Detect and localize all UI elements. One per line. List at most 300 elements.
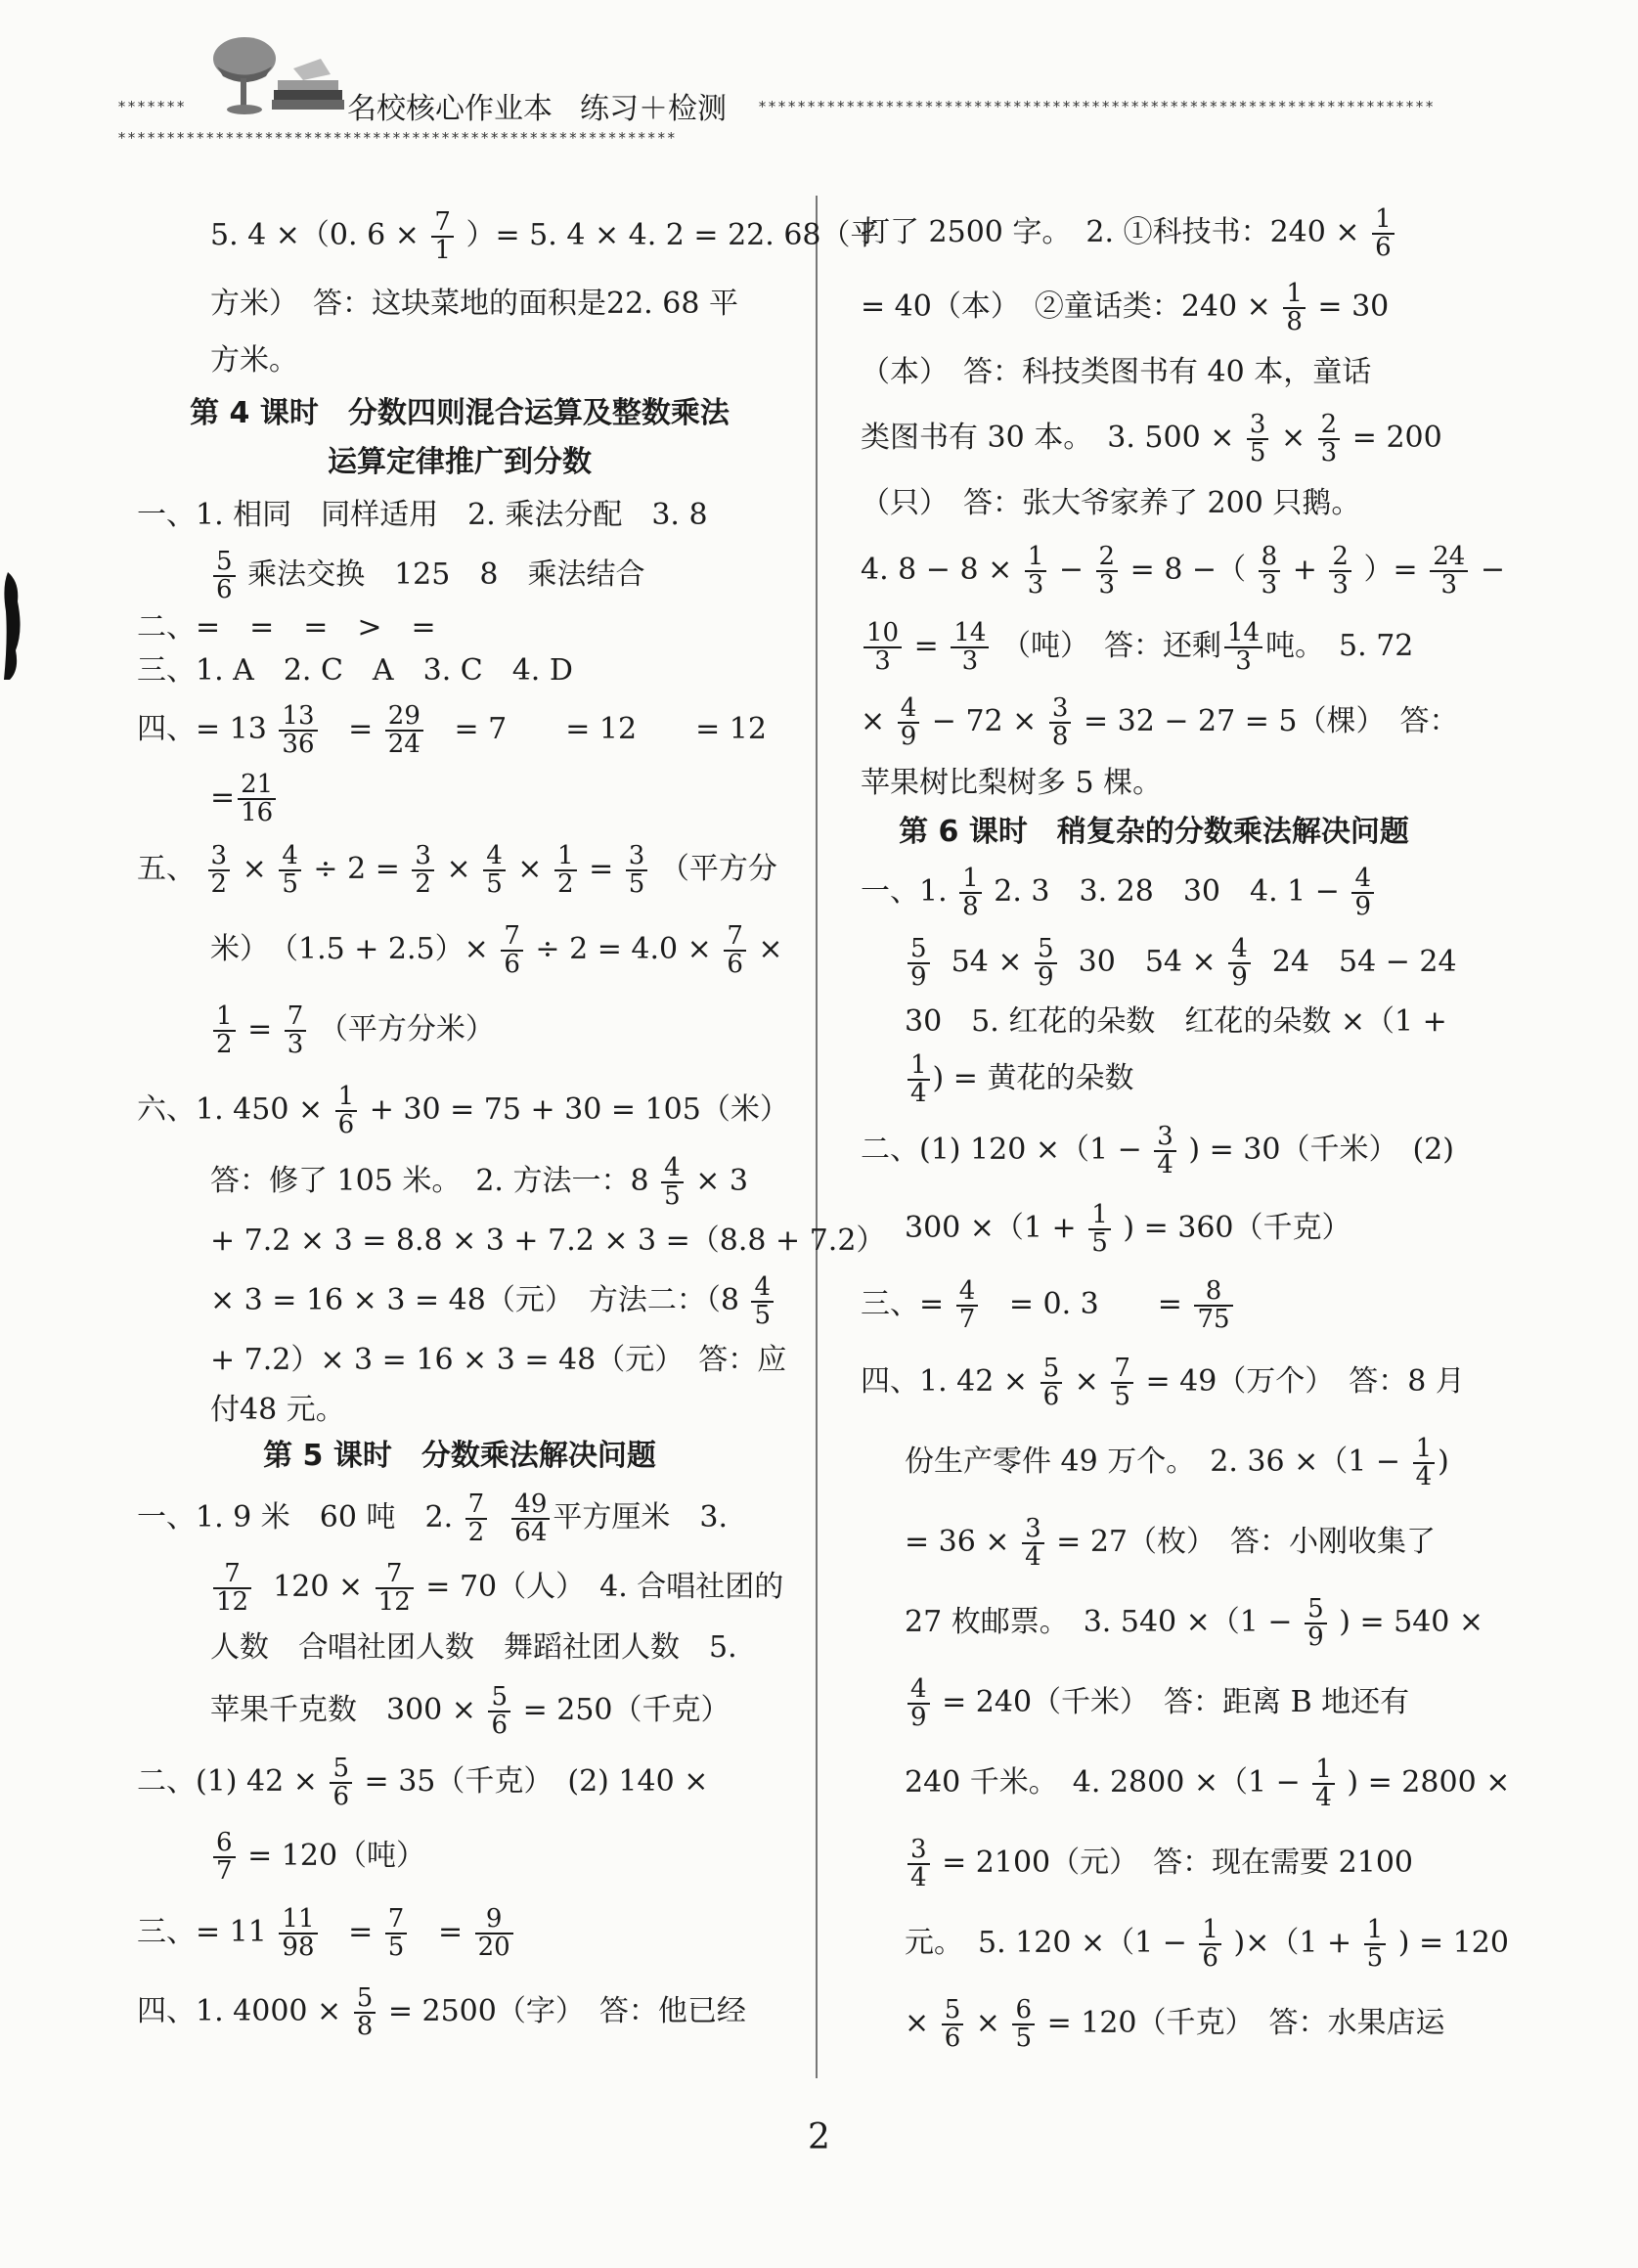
answer-line: 方米。: [210, 343, 298, 378]
denominator: 12: [377, 1587, 411, 1617]
numerator: 3: [1022, 1516, 1044, 1544]
answer-text: = 240（千米） 答：距离 B 地还有: [942, 1685, 1410, 1719]
fraction: [213, 1558, 251, 1617]
numerator: 4: [898, 695, 920, 724]
denominator: 3: [1098, 570, 1116, 600]
denominator: 6: [332, 1782, 349, 1811]
answer-text: 打了 2500 字。 2. ①科技书：240 ×: [861, 215, 1360, 249]
denominator: 6: [944, 2023, 961, 2053]
answer-text: 元。 5. 120 ×（1 −: [905, 1926, 1187, 1960]
denominator: 3: [1027, 570, 1044, 600]
denominator: 2: [467, 1518, 485, 1547]
page-number: 2: [808, 2117, 830, 2157]
denominator: 4: [1025, 1542, 1041, 1572]
answer-line: [861, 857, 1447, 927]
fraction: [1413, 1433, 1436, 1491]
answer-text: = 0. 3 =: [1008, 1287, 1182, 1321]
fraction: [385, 1903, 408, 1962]
denominator: 5: [1091, 1228, 1108, 1258]
denominator: 5: [1114, 1382, 1130, 1411]
numerator: 3: [1154, 1124, 1176, 1152]
numerator: 1: [1199, 1917, 1221, 1945]
denominator: 12: [216, 1587, 249, 1617]
numerator: 7: [385, 1906, 408, 1934]
answer-text: = 250（千克）: [522, 1693, 730, 1727]
answer-line: [137, 692, 782, 767]
fraction: [488, 1681, 510, 1740]
fraction: [1329, 541, 1351, 600]
answer-line: （本） 答：科技类图书有 40 本，童话: [861, 355, 1372, 389]
answer-line: 30 5. 红花的朵数 红花的朵数 ×（1 +: [905, 1004, 1447, 1039]
denominator: 5: [1015, 2023, 1033, 2053]
denominator: 6: [504, 950, 520, 979]
answer-text: 一、1. 9 米 60 吨 2.: [137, 1500, 454, 1534]
answer-text: 六、1. 450 ×: [137, 1092, 324, 1127]
denominator: 2: [556, 869, 574, 899]
answer-line: [137, 990, 782, 1070]
answer-line: [137, 1150, 782, 1213]
answer-text: + 30 = 75 + 30 = 105（米）: [369, 1092, 789, 1127]
answer-line: [137, 1819, 782, 1893]
answer-line: 三、1. A 2. C A 3. C 4. D: [137, 653, 573, 688]
denominator: 3: [287, 1030, 304, 1059]
answer-text: −: [1058, 553, 1084, 587]
answer-text: ) = 2800 ×: [1347, 1765, 1511, 1800]
denominator: 36: [282, 730, 315, 759]
denominator: 5: [664, 1181, 681, 1211]
fraction: [1430, 541, 1468, 600]
answer-text: （吨） 答：还剩: [1000, 629, 1221, 663]
answer-line: [137, 1745, 782, 1819]
numerator: 1: [1088, 1202, 1111, 1230]
fraction: [208, 840, 231, 899]
answer-text: 吨。 5. 72: [1265, 629, 1414, 663]
answer-line: [861, 1422, 1447, 1502]
numerator: 8: [1194, 1278, 1232, 1307]
answer-text: ×: [861, 704, 886, 738]
answer-text: ×: [905, 2006, 930, 2040]
fraction: [465, 1491, 488, 1547]
answer-text: 4. 8 − 8 ×: [861, 553, 1013, 587]
fraction: [1228, 933, 1251, 992]
answer-line: 付48 元。: [210, 1393, 345, 1427]
answer-text: ) = 30（千米） (2): [1188, 1133, 1454, 1167]
answer-text: = 200: [1351, 421, 1442, 455]
denominator: 5: [628, 869, 645, 899]
answer-text: 四、= 13: [137, 712, 267, 746]
answer-text: 份生产零件 49 万个。 2. 36 ×（1 −: [905, 1445, 1401, 1479]
fraction: [554, 840, 577, 899]
answer-text: 米） （1.5 + 2.5）×: [210, 932, 489, 966]
denominator: 24: [387, 730, 421, 759]
answer-line: [861, 401, 1447, 475]
fraction: [354, 1982, 376, 2041]
numerator: 1: [554, 843, 577, 871]
denominator: 16: [241, 798, 274, 827]
answer-text: ÷ 2 = 4.0 ×: [535, 932, 712, 966]
fraction: [285, 1003, 307, 1059]
answer-text: 30 54 ×: [1078, 945, 1217, 979]
answer-line: [137, 544, 782, 606]
numerator: 3: [1049, 695, 1072, 724]
denominator: 3: [1320, 438, 1338, 467]
fraction: [1305, 1593, 1327, 1652]
answer-line: [861, 608, 1447, 685]
numerator: 5: [1305, 1596, 1327, 1624]
denominator: 8: [356, 2012, 374, 2041]
answer-text: ) = 540 ×: [1339, 1605, 1484, 1639]
numerator: 10: [863, 620, 902, 648]
answer-text: ）= 5. 4 × 4. 2 = 22. 68（平: [465, 218, 880, 252]
numerator: 1: [1312, 1757, 1335, 1785]
answer-line: [861, 1267, 1447, 1342]
fraction: [431, 206, 454, 265]
fraction: [1049, 692, 1072, 751]
answer-line: [861, 532, 1505, 608]
denominator: 9: [1307, 1623, 1324, 1652]
book-subtitle: 练习＋检测: [580, 92, 727, 126]
answer-line: [137, 1269, 782, 1332]
answer-line: [137, 1481, 782, 1555]
denominator: 6: [1202, 1943, 1218, 1973]
answer-text: 三、= 11: [137, 1915, 267, 1949]
denominator: 8: [1286, 307, 1303, 336]
denominator: 4: [1315, 1783, 1332, 1812]
denominator: 7: [216, 1856, 233, 1886]
answer-line: + 7.2 × 3 = 8.8 × 3 + 7.2 × 3 =（8.8 + 7.2）: [210, 1223, 886, 1258]
fraction: [501, 920, 523, 979]
answer-text: 二、(1) 120 ×（1 −: [861, 1133, 1142, 1167]
fraction: [412, 840, 434, 899]
numerator: 13: [279, 703, 317, 732]
answer-text: × 3: [695, 1164, 748, 1198]
denominator: 9: [1231, 962, 1248, 992]
answer-text: 类图书有 30 本。 3. 500 ×: [861, 421, 1235, 455]
denominator: 6: [1375, 233, 1392, 262]
numerator: 49: [511, 1491, 550, 1520]
fraction: [908, 1673, 930, 1732]
answer-line: [861, 196, 1447, 270]
numerator: 24: [1430, 544, 1468, 572]
answer-line: [861, 1582, 1484, 1663]
fraction: [1035, 933, 1057, 992]
fraction: [1372, 203, 1395, 262]
answer-text: 120 ×: [273, 1570, 364, 1604]
numerator: 5: [330, 1756, 352, 1784]
answer-text: 一、1.: [861, 874, 948, 909]
answer-text: ）=: [1363, 553, 1418, 587]
answer-text: ) = 360（千克）: [1123, 1211, 1351, 1245]
fraction: [959, 863, 982, 921]
numerator: 1: [1364, 1917, 1387, 1945]
answer-text: = 120（吨）: [247, 1839, 426, 1873]
answer-line: 一、1. 相同 同样适用 2. 乘法分配 3. 8: [137, 498, 708, 532]
answer-line: [137, 1555, 782, 1620]
numerator: 5: [942, 1997, 964, 2025]
fraction: [1318, 409, 1341, 467]
numerator: 7: [1111, 1356, 1133, 1384]
denominator: 3: [961, 646, 979, 676]
numerator: 1: [335, 1084, 358, 1112]
answer-line: [861, 1983, 1447, 2064]
answer-line: 二、= = = > =: [137, 610, 436, 645]
answer-text: = 7 = 12 = 12: [454, 712, 767, 746]
fraction: [1283, 278, 1306, 336]
lesson-5-heading: 第 5 课时 分数乘法解决问题: [263, 1439, 656, 1473]
answer-line: [861, 1342, 1465, 1422]
numerator: 7: [376, 1561, 414, 1589]
answer-text: （平方分: [659, 852, 777, 886]
denominator: 9: [910, 1703, 927, 1732]
denominator: 6: [216, 575, 233, 604]
answer-line: [861, 1823, 1447, 1903]
fraction: [908, 933, 930, 992]
fraction: [1096, 541, 1119, 600]
fraction: [279, 840, 301, 899]
answer-text: ×: [975, 2006, 1000, 2040]
numerator: 7: [213, 1561, 251, 1589]
fraction: [751, 1271, 774, 1330]
answer-text: 四、1. 42 ×: [861, 1364, 1029, 1399]
denominator: 5: [282, 869, 298, 899]
answer-text: −: [1480, 553, 1505, 587]
answer-text: 答：修了 105 米。 2. 方法一：8: [210, 1164, 649, 1198]
answer-line: [861, 685, 1459, 759]
answer-text: 240 千米。 4. 2800 ×（1 −: [905, 1765, 1301, 1800]
answer-line: + 7.2）× 3 = 16 × 3 = 48（元） 答：应: [210, 1343, 787, 1377]
book-title: [347, 84, 754, 127]
denominator: 3: [1261, 570, 1278, 600]
fraction: [279, 700, 317, 759]
numerator: 8: [1259, 544, 1281, 572]
fraction: [908, 1049, 930, 1108]
answer-text: 24 54 − 24: [1271, 945, 1457, 979]
fraction: [1351, 863, 1374, 921]
lesson-4-heading: 第 4 课时 分数四则混合运算及整数乘法: [190, 396, 730, 430]
answer-text: = 70（人） 4. 合唱社团的: [425, 1570, 784, 1604]
fraction: [1154, 1121, 1176, 1179]
answer-text: ×: [446, 852, 471, 886]
denominator: 2: [216, 1030, 233, 1059]
denominator: 6: [491, 1711, 509, 1740]
fraction: [213, 1003, 236, 1059]
column-divider: [816, 196, 818, 2078]
numerator: 3: [1247, 412, 1269, 440]
numerator: 1: [1283, 281, 1306, 309]
fraction: [1194, 1275, 1232, 1334]
numerator: 4: [661, 1155, 684, 1183]
answer-text: = 2500（字） 答：他已经: [387, 1994, 746, 2028]
numerator: 9: [475, 1906, 513, 1934]
fraction: [1224, 617, 1262, 676]
answer-text: ×: [242, 852, 267, 886]
numerator: 2: [1329, 544, 1351, 572]
numerator: 5: [488, 1684, 510, 1712]
denominator: 9: [900, 722, 917, 751]
fraction: [1247, 409, 1269, 467]
answer-text: 四、1. 4000 ×: [137, 1994, 342, 2028]
answer-line: [861, 1663, 1447, 1743]
numerator: 7: [465, 1491, 488, 1520]
answer-text: ) = 120: [1397, 1926, 1509, 1960]
left-column: [137, 196, 886, 2052]
denominator: 9: [1038, 962, 1054, 992]
denominator: 1: [434, 236, 451, 265]
denominator: 8: [1051, 722, 1069, 751]
denominator: 9: [910, 962, 927, 992]
answer-text: ×: [758, 932, 783, 966]
answer-line: [861, 1903, 1509, 1983]
answer-line: [137, 1676, 782, 1745]
answer-text: ×: [517, 852, 543, 886]
answer-text: =: [348, 712, 374, 746]
answer-text: =: [437, 1915, 464, 1949]
answer-text: = 30: [1317, 289, 1390, 324]
numerator: 3: [412, 843, 434, 871]
answer-text: 5. 4 ×（0. 6 ×: [210, 218, 420, 252]
answer-text: 乘法交换 125 8 乘法结合: [247, 557, 645, 592]
denominator: 3: [1235, 646, 1252, 676]
fraction: [376, 1558, 414, 1617]
header-stars-right: *********************************************************************: [758, 98, 1436, 115]
denominator: 5: [1249, 438, 1266, 467]
numerator: 7: [501, 923, 523, 952]
numerator: 5: [213, 549, 236, 577]
fraction: [898, 692, 920, 751]
numerator: 3: [908, 1837, 930, 1865]
answer-text: ) = 黄花的朵数: [932, 1061, 1134, 1095]
answer-text: = 40（本） ②童话类：240 ×: [861, 289, 1271, 324]
numerator: 5: [1040, 1356, 1063, 1384]
numerator: 5: [354, 1985, 376, 2014]
denominator: 7: [958, 1305, 976, 1334]
numerator: 1: [1413, 1436, 1436, 1464]
denominator: 6: [727, 950, 743, 979]
fraction: [1111, 1353, 1133, 1411]
fraction: [335, 1081, 358, 1139]
numerator: 3: [208, 843, 231, 871]
numerator: 5: [908, 936, 930, 964]
denominator: 3: [874, 646, 891, 676]
answer-line: 方米） 答：这块菜地的面积是22. 68 平: [210, 287, 738, 321]
answer-text: =: [913, 629, 939, 663]
answer-line: [137, 196, 880, 276]
answer-text: = 2100（元） 答：现在需要 2100: [942, 1846, 1413, 1880]
denominator: 4: [1157, 1150, 1173, 1179]
denominator: 4: [910, 1079, 927, 1108]
fraction: [724, 920, 746, 979]
fraction: [863, 617, 902, 676]
fraction: [213, 1827, 236, 1886]
answer-line: [137, 1972, 782, 2052]
answer-text: 二、(1) 42 ×: [137, 1764, 318, 1799]
answer-text: = 120（千克） 答：水果店运: [1046, 2006, 1445, 2040]
denominator: 75: [1197, 1305, 1230, 1334]
numerator: 1: [908, 1052, 930, 1081]
fraction: [956, 1275, 979, 1334]
answer-text: ×: [1280, 421, 1306, 455]
answer-text: 平方厘米 3.: [553, 1500, 729, 1534]
numerator: 1: [213, 1003, 236, 1032]
answer-text: 300 ×（1 +: [905, 1211, 1077, 1245]
numerator: 4: [1351, 866, 1374, 894]
denominator: 5: [754, 1301, 772, 1330]
answer-text: ÷ 2 =: [313, 852, 400, 886]
denominator: 4: [1415, 1462, 1433, 1491]
fraction: [238, 769, 276, 827]
numerator: 1: [1025, 544, 1047, 572]
answer-text: +: [1292, 553, 1317, 587]
answer-text: × 3 = 16 × 3 = 48（元） 方法二：（8: [210, 1283, 739, 1317]
numerator: 1: [959, 866, 982, 894]
header-stars-bottom: *********************************************************: [117, 129, 677, 147]
answer-line: [137, 1070, 789, 1150]
numerator: 21: [238, 772, 276, 800]
numerator: 5: [1035, 936, 1057, 964]
answer-text: 五、: [137, 852, 196, 886]
fraction: [1312, 1754, 1335, 1812]
answer-line: [861, 1189, 1447, 1267]
fraction: [1088, 1199, 1111, 1258]
answer-line: [137, 829, 782, 910]
lamp-books-logo: [205, 29, 352, 122]
book-name: 名校核心作业本: [347, 92, 553, 126]
numerator: 4: [483, 843, 506, 871]
numerator: 14: [1224, 620, 1262, 648]
answer-line: [137, 1893, 782, 1972]
fraction: [1022, 1513, 1044, 1572]
denominator: 6: [1042, 1382, 1060, 1411]
answer-text: = 36 ×: [905, 1525, 1010, 1559]
fraction: [1364, 1914, 1387, 1973]
fraction: [1199, 1914, 1221, 1973]
numerator: 7: [285, 1003, 307, 1032]
fraction: [511, 1491, 550, 1547]
numerator: 2: [1318, 412, 1341, 440]
answer-line: [137, 910, 782, 990]
denominator: 2: [210, 869, 228, 899]
denominator: 5: [1366, 1943, 1384, 1973]
numerator: 7: [724, 923, 746, 952]
fraction: [1040, 1353, 1063, 1411]
denominator: 5: [387, 1933, 405, 1962]
denominator: 2: [415, 869, 431, 899]
denominator: 8: [962, 892, 979, 921]
denominator: 20: [477, 1933, 510, 1962]
fraction: [1012, 1994, 1035, 2053]
denominator: 9: [1354, 892, 1372, 921]
answer-line: [861, 927, 1457, 998]
numerator: 4: [956, 1278, 979, 1307]
answer-text: = 49（万个） 答：8 月: [1145, 1364, 1465, 1399]
answer-text: =: [348, 1915, 374, 1949]
numerator: 11: [279, 1906, 317, 1934]
numerator: 4: [908, 1676, 930, 1705]
fraction: [483, 840, 506, 899]
fraction: [1025, 541, 1047, 600]
fraction: [951, 617, 989, 676]
denominator: 98: [282, 1933, 315, 1962]
answer-text: =: [589, 852, 614, 886]
fraction: [1259, 541, 1281, 600]
denominator: 6: [337, 1110, 355, 1139]
answer-text: =: [247, 1012, 273, 1046]
fraction: [661, 1152, 684, 1211]
numerator: 1: [1372, 206, 1395, 235]
fraction: [279, 1903, 317, 1962]
answer-text: = 35（千克） (2) 140 ×: [364, 1764, 709, 1799]
header-stars-left: *******: [117, 98, 187, 115]
